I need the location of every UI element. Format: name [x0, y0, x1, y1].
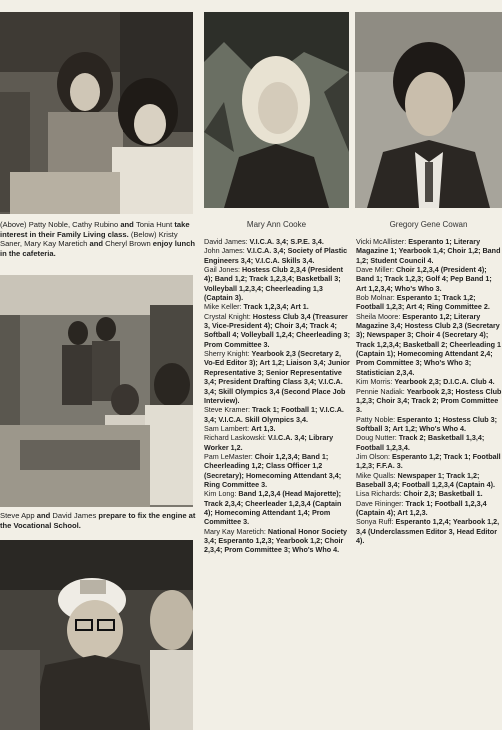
senior-activities: Track 1,2,3,4; Art 1. — [243, 302, 309, 312]
senior-name: Sonya Ruff: — [356, 517, 394, 527]
senior-activities: Newspaper 1; Track 1,2; Baseball 3,4; Football 1,2,3,4 (Captain 4). — [356, 470, 495, 489]
senior-name: Kim Long: — [204, 489, 237, 499]
senior-entry — [204, 405, 352, 424]
senior-entry — [204, 246, 352, 265]
senior-name: Pennie Nadiak: — [356, 386, 405, 396]
senior-activities: Choir 1,2,3,4 (President 4); Band 1; Track 1,2,3; Golf 4; Pep Band 1; Art 1,2,3,4; Who's Who 3. — [356, 265, 492, 293]
senior-activities: Yearbook 2,3 (Secretary 2, Vo-Ed Editor 3); Art 1,2; Liaison 3,4; Junior Representative 3; Senior Representative 3,4; President Drafting Class 3,4; V.I.C.A. 3,4; Skill Olympics 3,4 (Second Place Job Interview). — [204, 349, 350, 405]
senior-entry — [204, 312, 352, 349]
caption-text: (Below) — [130, 229, 159, 239]
senior-name: Patty Noble: — [356, 414, 396, 424]
senior-name: Lisa Richards: — [356, 489, 402, 499]
senior-activities: Track 1; Football 1,2,3,4 (Captain 4); Art 1,2,3. — [356, 498, 487, 517]
senior-name: Mary Kay Maretich: — [204, 526, 266, 536]
senior-name: Mike Keller: — [204, 302, 242, 312]
caption-vocational-school — [0, 511, 196, 530]
caption-text: prepare to fix the engine at the Vocational School. — [0, 511, 196, 530]
senior-activities: Esperanto 1; Literary Magazine 1; Yearbook 1,4; Choir 1,2; Band 1,2; Student Council 4. — [356, 237, 501, 265]
senior-name: Dave Rininger: — [356, 498, 404, 508]
caption-text: Patty Noble, Cathy Rubino — [28, 220, 121, 229]
senior-name: Sherry Knight: — [204, 349, 250, 359]
senior-activities: Choir 2,3; Basketball 1. — [403, 489, 483, 499]
senior-entry — [356, 415, 502, 434]
senior-name: Kim Morris: — [356, 377, 393, 387]
senior-activities: Yearbook 2,3; D.I.C.A. Club 4. — [394, 377, 495, 387]
caption-text: and — [36, 511, 53, 520]
senior-activities: Esperanto 1; Track 1,2; Football 1,2,3; Art 4; Ring Committee 2. — [356, 293, 490, 312]
senior-entry — [356, 237, 502, 265]
senior-name: Vicki McAllister: — [356, 237, 407, 246]
senior-name: Sam Lambert: — [204, 423, 250, 433]
caption-text: David James — [52, 511, 99, 520]
senior-entry — [356, 377, 502, 386]
senior-activities: Esperanto 1; Hostess Club 3; Softball 3; Art 1,2; Who's Who 4. — [356, 414, 498, 433]
senior-entry — [356, 265, 502, 293]
senior-entry — [204, 302, 352, 311]
senior-name: Bob Molnar: — [356, 293, 395, 303]
senior-activities: Esperanto 1,2,4; Yearbook 1,2, 3,4 (Underclassmen Editor 3, Head Editor 4). — [356, 517, 500, 545]
senior-activities: V.I.C.A. 3,4; S.P.E. 3,4. — [249, 237, 324, 246]
senior-name: Dave Miller: — [356, 265, 394, 275]
senior-entry — [356, 293, 502, 312]
senior-entry — [204, 433, 352, 452]
senior-activities: Hostess Club 3,4 (Treasurer 3, Vice-President 4); Choir 3,4; Track 4; Softball 4; Volleyball 1,2,4; Cheerleading 3; Prom Committee 3. — [204, 311, 351, 349]
caption-text: Tonia Hunt — [135, 220, 175, 229]
photo-mary-ann-cooke — [204, 12, 349, 208]
senior-entry — [356, 433, 502, 452]
senior-name: Pam LeMaster: — [204, 451, 253, 461]
senior-name: Mike Qualls: — [356, 470, 396, 480]
caption-text: take interest in their Family Living class. — [0, 220, 190, 239]
photo-family-living-class — [0, 12, 193, 214]
caption-text: (Above) — [0, 220, 29, 229]
senior-activities: Track 2; Basketball 1,3,4; Football 1,2,3,4. — [356, 433, 485, 452]
senior-entry — [204, 265, 352, 302]
senior-activities: Band 1,2,3,4 (Head Majorette); Track 2,3,4; Cheerleader 1,2,3,4 (Captain 4); Homecoming Attendant 1,4; Prom Committee 3. — [204, 489, 342, 527]
senior-entry — [204, 237, 352, 246]
senior-entry — [204, 349, 352, 405]
senior-entry — [356, 387, 502, 415]
senior-activities-column-middle — [204, 237, 352, 555]
portrait-name-left: Mary Ann Cooke — [246, 220, 307, 229]
senior-name: Gail Jones: — [204, 265, 240, 275]
senior-entry — [356, 517, 502, 545]
senior-activities: Choir 1,2,3,4; Band 1; Cheerleading 1,2; Class Officer 1,2 (Secretary); Homecoming Attendant 3,4; Ring Committee 3. — [204, 451, 342, 489]
senior-entry — [356, 489, 502, 498]
senior-activities: National Honor Society 3,4; Esperanto 1,2,3; Yearbook 1,2; Choir 2,3,4; Prom Committee 3; Who's Who 4. — [204, 526, 347, 555]
senior-activities: V.I.C.A. 3,4; Society of Plastic Engineers 3,4; V.I.C.A. Skills 3,4. — [204, 246, 348, 265]
senior-entry — [204, 424, 352, 433]
caption-text: Cheryl Brown — [105, 239, 153, 249]
senior-activities: Esperanto 1,2; Track 1; Football 1,2,3; F.F.A. 3. — [356, 451, 501, 471]
portrait-name-right: Gregory Gene Cowan — [389, 220, 468, 229]
senior-activities: Track 1; Football 1; V.I.C.A. 3,4; V.I.C.A. Skill Olympics 3,4. — [204, 405, 344, 424]
senior-name: Doug Nutter: — [356, 433, 397, 443]
senior-name: Crystal Knight: — [204, 311, 251, 321]
caption-text: Steve App — [0, 511, 37, 520]
photo-cafeteria-lunch — [0, 540, 193, 730]
senior-activities: Esperanto 1,2; Literary Magazine 3,4; Hostess Club 2,3 (Secretary 3); Newspaper 3; Choir 4 (Secretary 4); Track 1,2,3,4; Basketball 2; Cheerleading 1 (Captain 1); Homecoming Attendant 2,4; Prom Committee 3; Who's Who 3; Statistician 2,3,4. — [356, 311, 502, 377]
caption-family-living-cafeteria — [0, 220, 196, 258]
senior-entry — [204, 527, 352, 555]
senior-name: David James: — [204, 237, 248, 246]
senior-name: Richard Laskowski: — [204, 433, 266, 443]
senior-entry — [204, 489, 352, 526]
senior-activities: V.I.C.A. 3,4; Library Worker 1,2. — [204, 433, 334, 452]
caption-text: enjoy lunch in the cafeteria. — [0, 239, 195, 258]
senior-entry — [204, 452, 352, 489]
senior-entry — [356, 471, 502, 490]
senior-entry — [356, 452, 502, 471]
senior-activities-column-right — [356, 237, 502, 545]
caption-text: and — [89, 239, 106, 249]
senior-name: John James: — [204, 246, 245, 256]
senior-activities: Hostess Club 2,3,4 (President 4); Band 1,2; Track 1,2,3,4; Basketball 3; Volleyball 1,2,3,4; Cheerleading 1,3 (Captain 3). — [204, 265, 344, 303]
photo-vocational-school-engine — [0, 275, 193, 507]
senior-entry — [356, 499, 502, 518]
senior-entry — [356, 312, 502, 377]
senior-activities: Art 1,3. — [251, 423, 276, 433]
photo-gregory-gene-cowan — [355, 12, 502, 208]
senior-name: Sheila Moore: — [356, 311, 401, 321]
caption-text: Kristy Saner, Mary Kay Maretich — [0, 229, 178, 249]
caption-text: and — [120, 220, 136, 229]
senior-name: Jim Olson: — [356, 451, 390, 461]
senior-name: Steve Kramer: — [204, 405, 250, 415]
senior-activities: Yearbook 2,3; Hostess Club 1,2,3; Choir 3,4; Track 2; Prom Committee 3. — [356, 386, 502, 415]
